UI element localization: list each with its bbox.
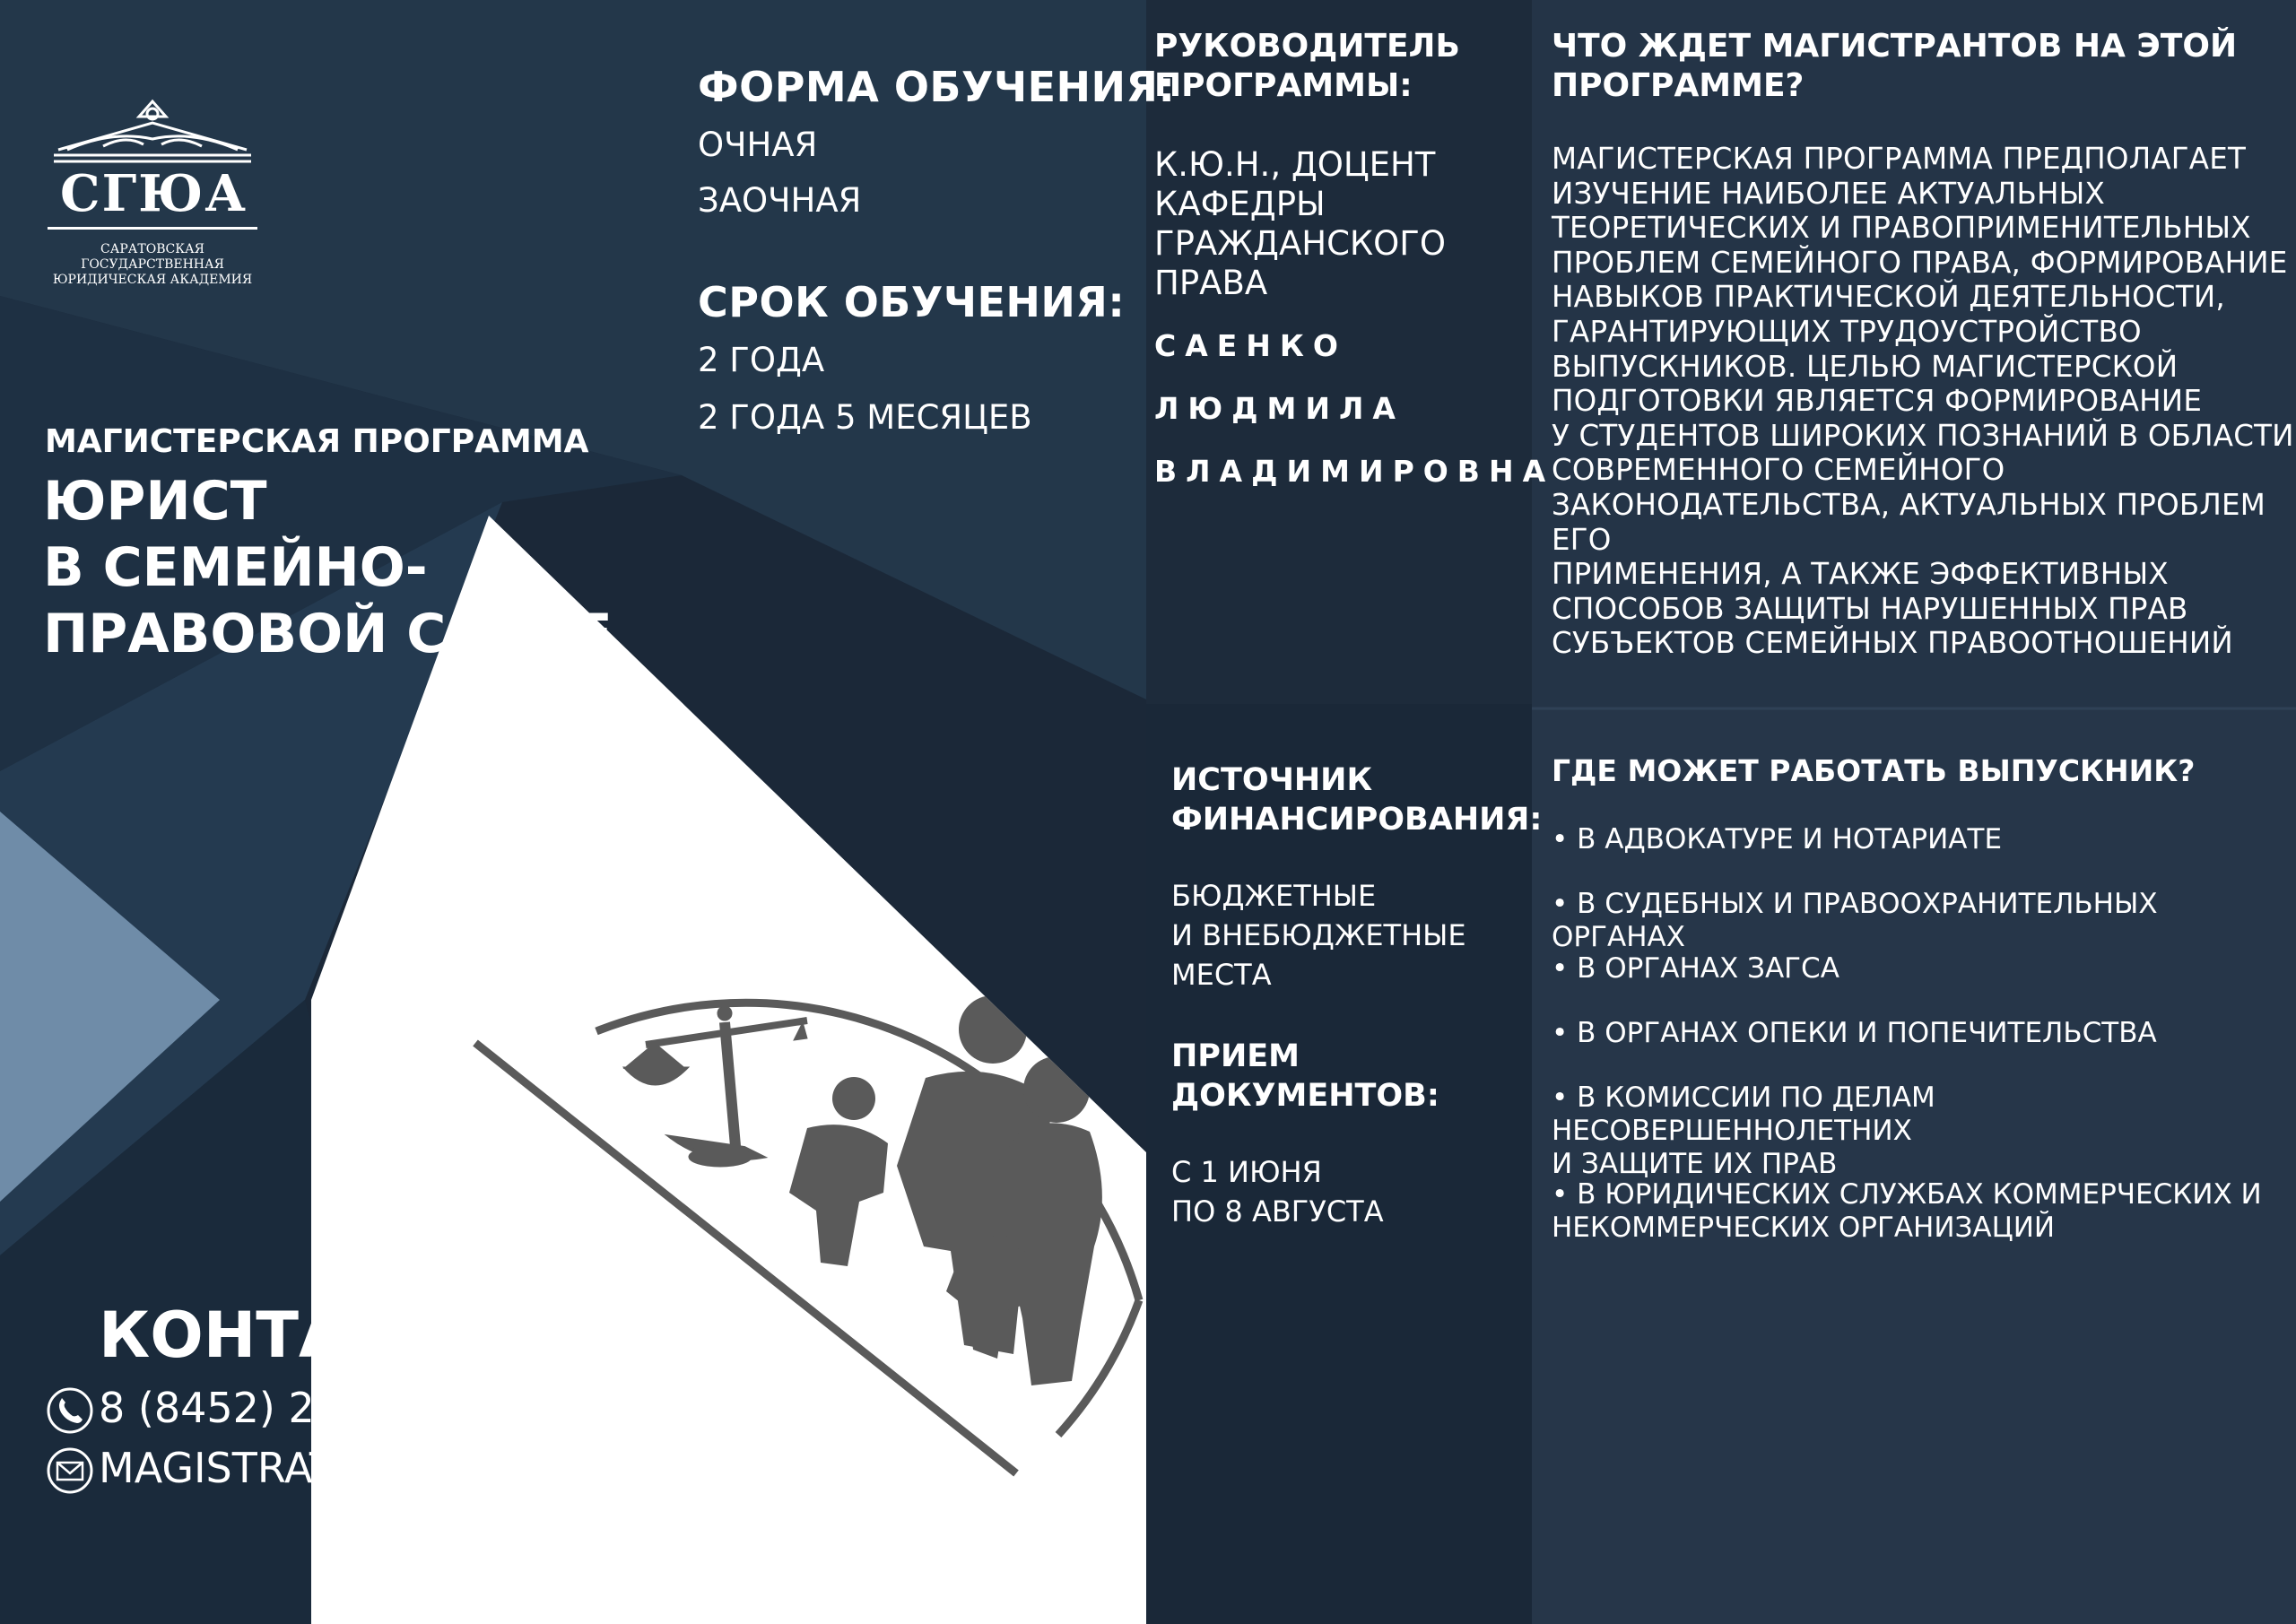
expectations-heading: ЧТО ЖДЕТ МАГИСТРАНТОВ НА ЭТОЙ <box>1552 28 2238 65</box>
supervisor-heading: ПРОГРАММЫ: <box>1154 67 1413 104</box>
supervisor-position: КАФЕДРЫ <box>1154 185 1326 223</box>
career-item: • В ОРГАНАХ ЗАГСА <box>1552 952 1839 985</box>
supervisor-heading: РУКОВОДИТЕЛЬ <box>1154 28 1460 65</box>
funding-text: И ВНЕБЮДЖЕТНЫЕ <box>1171 918 1466 952</box>
career-item: • В СУДЕБНЫХ И ПРАВООХРАНИТЕЛЬНЫХ ОРГАНАХ <box>1552 888 2158 953</box>
supervisor-name: САЕНКО <box>1154 328 1347 363</box>
supervisor-position: ПРАВА <box>1154 264 1268 302</box>
phone-icon <box>45 1385 95 1436</box>
admission-heading: ДОКУМЕНТОВ: <box>1171 1078 1439 1114</box>
logo-subtitle: САРАТОВСКАЯ ГОСУДАРСТВЕННАЯ ЮРИДИЧЕСКАЯ АКАДЕМИЯ <box>52 242 253 287</box>
supervisor-name: ЛЮДМИЛА <box>1154 391 1405 426</box>
contacts-heading: КОНТАКТЫ <box>99 1298 507 1372</box>
funding-text: МЕСТА <box>1171 958 1272 992</box>
phone-number[interactable]: 8 (8452) 29-92-29 <box>99 1384 476 1432</box>
admission-heading: ПРИЕМ <box>1171 1038 1300 1074</box>
admission-text: С 1 ИЮНЯ <box>1171 1155 1322 1189</box>
admission-text: ПО 8 АВГУСТА <box>1171 1194 1384 1229</box>
envelope-icon <box>45 1446 95 1496</box>
funding-heading: ИСТОЧНИК <box>1171 762 1373 798</box>
career-item: • В КОМИССИИ ПО ДЕЛАМ НЕСОВЕРШЕННОЛЕТНИХ И ЗАЩИТЕ ИХ ПРАВ <box>1552 1081 1935 1180</box>
academy-logo <box>40 94 265 287</box>
expectations-text: МАГИСТЕРСКАЯ ПРОГРАММА ПРЕДПОЛАГАЕТ ИЗУЧЕНИЕ НАИБОЛЕЕ АКТУАЛЬНЫХ ТЕОРЕТИЧЕСКИХ И ПРАВОПРИМЕНИТЕЛЬНЫХ ПРОБЛЕМ СЕМЕЙНОГО ПРАВА, ФОРМИРОВАНИЕ НАВЫКОВ ПРАКТИЧЕСКОЙ ДЕЯТЕЛЬНОСТИ, ГАРАНТИРУЮЩИХ ТРУДОУСТРОЙСТВО ВЫПУСКНИКОВ. ЦЕЛЬЮ МАГИСТЕРСКОЙ ПОДГОТОВКИ ЯВЛЯЕТСЯ ФОРМИРОВАНИЕ У СТУДЕНТОВ ШИРОКИХ ПОЗНАНИЙ В ОБЛАСТИ СОВРЕМЕННОГО СЕМЕЙНОГО ЗАКОНОДАТЕЛЬСТВА, АКТУАЛЬНЫХ ПРОБЛЕМ ЕГО ПРИМЕНЕНИЯ, А ТАКЖЕ ЭФФЕКТИВНЫХ СПОСОБОВ ЗАЩИТЫ НАРУШЕННЫХ ПРАВ СУБЪЕКТОВ СЕМЕЙНЫХ ПРАВООТНОШЕНИЙ <box>1552 142 2294 661</box>
funding-text: БЮДЖЕТНЫЕ <box>1171 879 1377 913</box>
supervisor-position: ГРАЖДАНСКОГО <box>1154 224 1446 263</box>
study-form-item: ЗАОЧНАЯ <box>698 181 862 220</box>
program-label: МАГИСТЕРСКАЯ ПРОГРАММА <box>45 423 589 460</box>
career-item: • В ЮРИДИЧЕСКИХ СЛУЖБАХ КОММЕРЧЕСКИХ И НЕКОММЕРЧЕСКИХ ОРГАНИЗАЦИЙ <box>1552 1178 2262 1244</box>
funding-heading: ФИНАНСИРОВАНИЯ: <box>1171 802 1543 838</box>
careers-heading: ГДЕ МОЖЕТ РАБОТАТЬ ВЫПУСКНИК? <box>1552 753 2196 788</box>
study-term-item: 2 ГОДА <box>698 341 825 379</box>
supervisor-name: ВЛАДИМИРОВНА <box>1154 454 1555 489</box>
study-form-heading: ФОРМА ОБУЧЕНИЯ: <box>698 63 1176 111</box>
study-term-heading: СРОК ОБУЧЕНИЯ: <box>698 278 1126 326</box>
study-form-item: ОЧНАЯ <box>698 126 818 164</box>
study-term-item: 2 ГОДА 5 МЕСЯЦЕВ <box>698 398 1032 437</box>
expectations-heading: ПРОГРАММЕ? <box>1552 67 1805 104</box>
logo-name: СГЮА <box>60 164 248 223</box>
email-address[interactable]: MAGISTRATURA-SSLA@MAIL.RU <box>99 1444 751 1492</box>
supervisor-position: К.Ю.Н., ДОЦЕНТ <box>1154 145 1436 184</box>
career-item: • В АДВОКАТУРЕ И НОТАРИАТЕ <box>1552 823 2003 855</box>
program-title: ЮРИСТ В СЕМЕЙНО- ПРАВОВОЙ СФЕРЕ <box>43 470 613 665</box>
career-item: • В ОРГАНАХ ОПЕКИ И ПОПЕЧИТЕЛЬСТВА <box>1552 1017 2157 1049</box>
